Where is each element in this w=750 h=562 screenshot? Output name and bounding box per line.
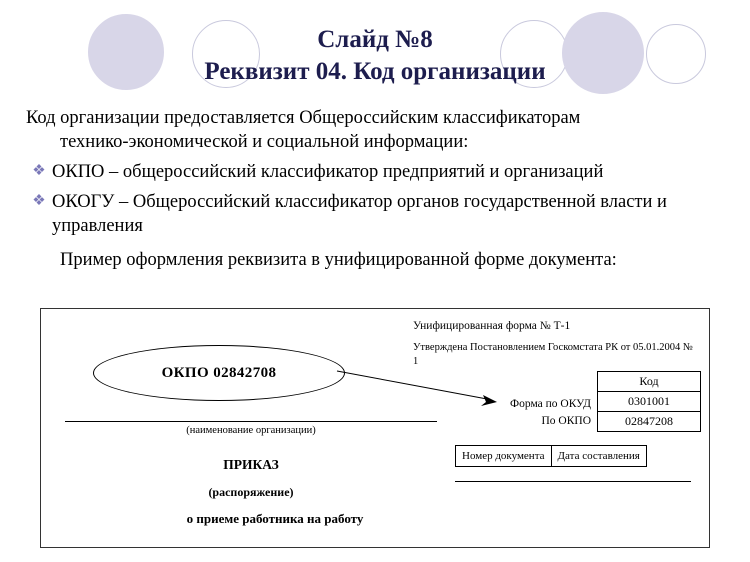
- page-title: [0, 0, 750, 88]
- unified-form-label: Унифицированная форма № Т-1: [413, 320, 571, 332]
- code-okpo-value: 02847208: [598, 412, 701, 432]
- leader-line-icon: [337, 371, 497, 405]
- bullet-text-okpo: ОКПО – общероссийский классификатор предприятий и организаций: [52, 162, 604, 183]
- bullet-text-okogu: ОКОГУ – Общероссийский классификатор органов государственной власти и управления: [52, 192, 667, 237]
- table-row: [598, 372, 701, 392]
- list-item: [26, 190, 728, 238]
- slide-body: [26, 106, 728, 272]
- approval-text: Утверждена Постановлением Госкомстата РК от 05.01.2004 № 1: [413, 341, 693, 367]
- document-form-illustration: [40, 308, 710, 548]
- intro-line-1: Код организации предоставляется Общероссийским классификаторам: [26, 108, 581, 128]
- org-name-caption: (наименование организации): [186, 425, 316, 436]
- example-caption: Пример оформления реквизита в унифицированной форме документа:: [60, 250, 617, 271]
- table-row: [598, 392, 701, 412]
- okpo-value-text: ОКПО 02842708: [161, 364, 277, 381]
- document-table-underline: [455, 481, 691, 482]
- table-row: [598, 412, 701, 432]
- doc-date-header: Дата составления: [551, 446, 646, 467]
- code-table-header: Код: [598, 372, 701, 392]
- list-item: [26, 160, 728, 184]
- table-row: [456, 446, 647, 467]
- title-line-2: Реквизит 04. Код организации: [204, 58, 546, 85]
- unified-form-block: [413, 319, 697, 369]
- okpo-highlight-ellipse: [93, 345, 345, 401]
- label-po-okpo: По ОКПО: [541, 415, 591, 427]
- org-name-rule: [65, 421, 437, 422]
- intro-paragraph: [26, 106, 728, 154]
- rasporyazhenie-subtitle: (распоряжение): [208, 485, 294, 499]
- doc-number-header: Номер документа: [456, 446, 552, 467]
- code-table: [597, 371, 701, 432]
- label-form-po-okud: Форма по ОКУД: [510, 398, 591, 410]
- prikaz-title: ПРИКАЗ: [223, 457, 279, 472]
- code-okud-value: 0301001: [598, 392, 701, 412]
- title-line-1: Слайд №8: [317, 26, 433, 53]
- document-number-table: [455, 445, 647, 467]
- bullet-diamond-icon: ❖: [32, 193, 46, 210]
- hire-order-text: о приеме работника на работу: [186, 511, 364, 526]
- intro-line-2: технико-экономической и социальной информации:: [60, 132, 469, 153]
- bullet-diamond-icon: ❖: [32, 163, 46, 180]
